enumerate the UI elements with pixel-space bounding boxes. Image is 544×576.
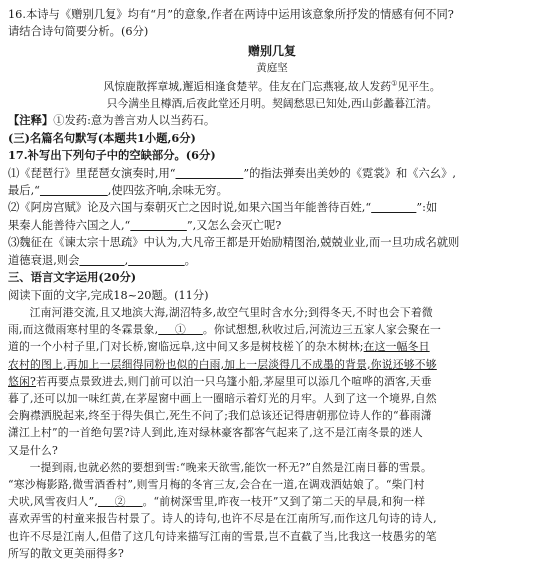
passage-line: 会胸襟洒脱起来,终至于得失俱亡,死生不问了;我们总该还记得唐朝那位诗人作的“暮雨潇 [8,409,432,423]
underlined-sentence: 在这一幅冬日 [363,340,430,354]
q17-sentence-3-cont [8,252,536,269]
annotation-text: ①发药:意为善言劝人以当药石。 [53,114,216,128]
q17-s1a: ⑴《琵琶行》里琵琶女演奏时,用“ [8,166,176,180]
passage-line: 江南河港交流,且又地滨大海,湖沼特多,故空气里时含水分;到得冬天,不时也会下着微 [29,305,433,319]
q17-sentence-1 [8,165,536,182]
poem-author: 黄庭坚 [256,62,288,75]
passage-line: 又是什么? [8,443,58,457]
fill-blank-6[interactable] [128,254,184,267]
fill-blank-3[interactable] [371,201,416,214]
q17-sentence-2 [8,199,536,216]
q17-s1d: ,使四弦齐响,余味无穷。 [107,184,228,198]
passage-line: “寒沙梅影路,微雪酒香村”,则雪月梅的冬宵三友,会合在一道,在调戏酒姑娘了。“柴门村 [8,477,425,491]
passage-line: 也许不尽是江南人,但借了这几句诗来描写江南的雪景,岂不直截了当,比我这一枝愚劣的笔 [8,529,437,543]
passage-seg: 若再要点景致进去,则门前可以泊一只乌篷小船,茅屋里可以添几个喧哗的酒客,天垂 [35,374,432,388]
passage-blank-2[interactable] [98,495,143,508]
q17-s1b: ”的指法弹奏出美妙的《霓裳》和《六幺》, [243,166,457,180]
passage-line: 潇江上村”的一首绝句罢?诗人到此,连对绿林豪客都客气起来了,这不是江南冬景的迷人 [8,426,423,440]
passage-line [8,338,536,355]
blank-1-marker: ① [175,323,187,337]
blank-2-marker: ② [114,495,126,509]
passage-line [8,321,536,338]
poem-line-1 [8,78,536,95]
section-heading-3: (三)名篇名句默写(本题共1小题,6分) [8,130,196,145]
passage-line: 喜欢弄雪的村童来报告村景了。诗人的诗句,也许不尽是在江南所写,而作这几句诗的诗人, [8,512,437,526]
q16-line2: 请结合诗句简要分析。(6分) [8,25,149,39]
q17-sentence-1-cont [8,182,536,199]
passage-seg: 道的一个小村子里,门对长桥,窗临远阜,这中间又多是树枝槎丫的杂木树林; [8,340,364,354]
passage-line: 暮了,还可以加一味红黄,在茅屋窗中画上一圈暗示着灯光的月牢。人到了这一个境界,自然 [8,391,437,405]
q17-s2d: ”,又怎么会灭亡呢? [186,218,282,232]
passage-line [8,373,536,390]
poem-line-1b: 见平生。 [397,79,441,93]
q17-s3d: 。 [184,253,196,267]
poem-note-marker: ① [391,79,398,88]
q17-s2c: 果秦人能善待六国之人,“ [8,218,131,232]
underlined-sentence: 悠闲? [8,374,36,388]
section-heading-language: 三、语言文字运用(20分) [8,270,137,285]
q17-s3b: 道德衰退,则会 [8,253,80,267]
underlined-sentence: 农村的图上,再加上一层细得同粉也似的白雨,加上一层淡得几不成墨的背景,你说还够不够 [8,357,437,371]
q17-sentence-2-cont [8,217,536,234]
passage-seg: 。“前树深雪里,昨夜一枝开”又到了第二天的早晨,和狗一样 [142,495,426,509]
passage-seg: 雨,而这微雨寒村里的冬霖景象, [8,323,159,337]
q17-title: 17.补写出下列句子中的空缺部分。(6分) [8,148,216,163]
fill-blank-5[interactable] [79,254,124,267]
passage-line: 所写的散文更美丽得多? [8,546,124,560]
q17-s1c: 最后,“ [8,184,40,198]
passage-seg: 。你试想想,秋收过后,河流边三五家人家会聚在一 [202,323,442,337]
q17-s2a: ⑵《阿房宫赋》论及六国与秦朝灭亡之因时说,如果六国当年能善待百姓,“ [8,201,372,215]
passage-blank-1[interactable] [158,323,203,336]
reading-passage [8,304,536,562]
poem-line-2: 只今满坐且樽酒,后夜此堂还月明。契阔愁思已知处,西山彭蠡暮江清。 [106,97,438,111]
passage-seg: 犬吠,风雪夜归人”, [8,495,98,509]
fill-blank-4[interactable] [130,219,186,232]
fill-blank-2[interactable] [40,184,108,197]
q17-s3c: , [124,253,129,267]
poem-line-1a: 风惊鹿散挥章城,邂逅相逢食楚苹。佳友在门忘燕寝,故人发药 [103,79,392,93]
annotation [8,112,536,129]
q17-sentence-3: ⑶魏征在《谏太宗十思疏》中认为,大凡帝王都是开始励精图治,兢兢业业,而一旦功成名就则 [8,236,460,250]
q17-s2b: ”:如 [416,201,438,215]
fill-blank-1[interactable] [176,167,244,180]
poem-title: 赠别几复 [247,43,296,58]
reading-intro: 阅读下面的文字,完成18~20题。(11分) [8,288,209,302]
annotation-label: 【注释】 [8,113,54,128]
passage-line: 一提到雨,也就必然的要想到雪:“晚来天欲雪,能饮一杯无?”自然是江南日暮的雪景。 [29,460,433,474]
passage-line [8,493,536,510]
q16-line1: 16.本诗与《赠别几复》均有“月”的意象,作者在两诗中运用该意象所抒发的情感有何不同? [8,8,454,21]
